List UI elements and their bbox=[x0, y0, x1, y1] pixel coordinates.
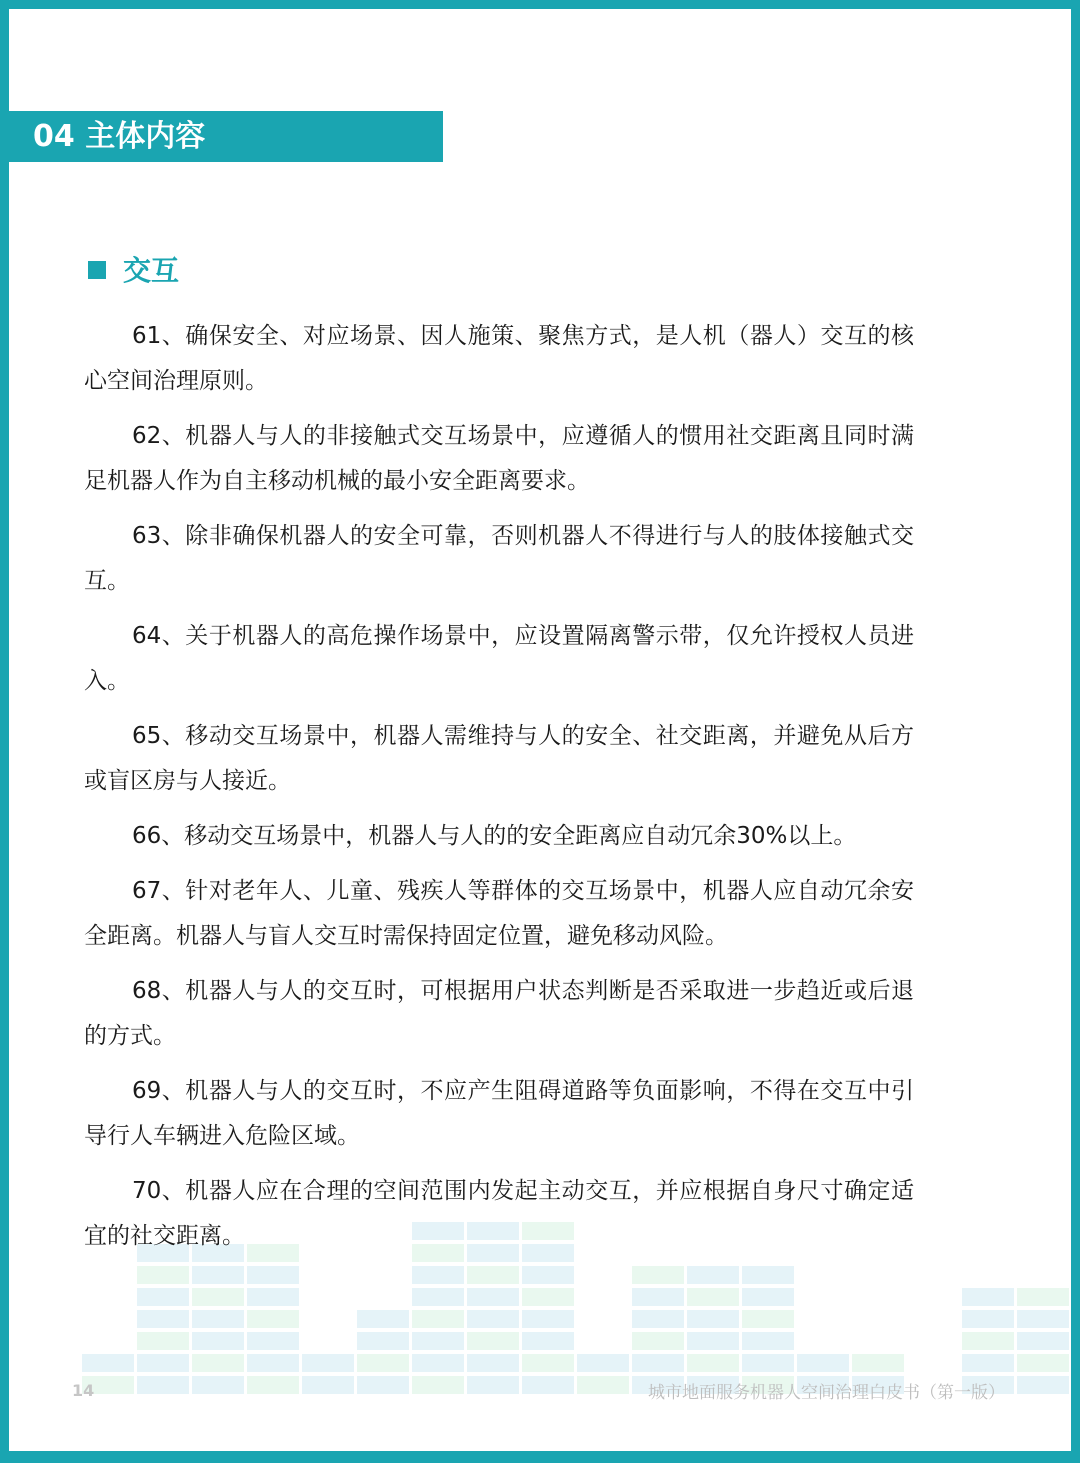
page-number: 14 bbox=[72, 1381, 95, 1400]
paragraph: 61、确保安全、对应场景、因人施策、聚焦方式，是人机（器人）交互的核心空间治理原则。 bbox=[84, 323, 914, 394]
section-title: 04 主体内容 bbox=[33, 119, 206, 154]
paragraph: 62、机器人与人的非接触式交互场景中，应遵循人的惯用社交距离且同时满足机器人作为自主移动机械的最小安全距离要求。 bbox=[84, 423, 914, 494]
heading-bullet-icon bbox=[88, 261, 106, 279]
paragraph: 67、针对老年人、儿童、残疾人等群体的交互场景中，机器人应自动冗余安全距离。机器人与盲人交互时需保持固定位置，避免移动风险。 bbox=[84, 878, 914, 949]
paragraph: 70、机器人应在合理的空间范围内发起主动交互，并应根据自身尺寸确定适宜的社交距离。 bbox=[84, 1178, 914, 1249]
paragraph: 68、机器人与人的交互时，可根据用户状态判断是否采取进一步趋近或后退的方式。 bbox=[84, 978, 914, 1049]
content-body bbox=[84, 314, 914, 1269]
paragraph: 69、机器人与人的交互时，不应产生阻碍道路等负面影响，不得在交互中引导行人车辆进入危险区域。 bbox=[84, 1078, 914, 1149]
paragraph: 66、移动交互场景中，机器人与人的的安全距离应自动冗余30%以上。 bbox=[132, 823, 857, 849]
paragraph: 65、移动交互场景中，机器人需维持与人的安全、社交距离，并避免从后方或盲区房与人接近。 bbox=[84, 723, 914, 794]
heading-title: 交互 bbox=[123, 254, 180, 287]
paragraph: 64、关于机器人的高危操作场景中，应设置隔离警示带，仅允许授权人员进入。 bbox=[84, 623, 914, 694]
footer-document-title: 城市地面服务机器人空间治理白皮书（第一版） bbox=[648, 1383, 1005, 1403]
paragraph: 63、除非确保机器人的安全可靠，否则机器人不得进行与人的肢体接触式交互。 bbox=[84, 523, 914, 594]
